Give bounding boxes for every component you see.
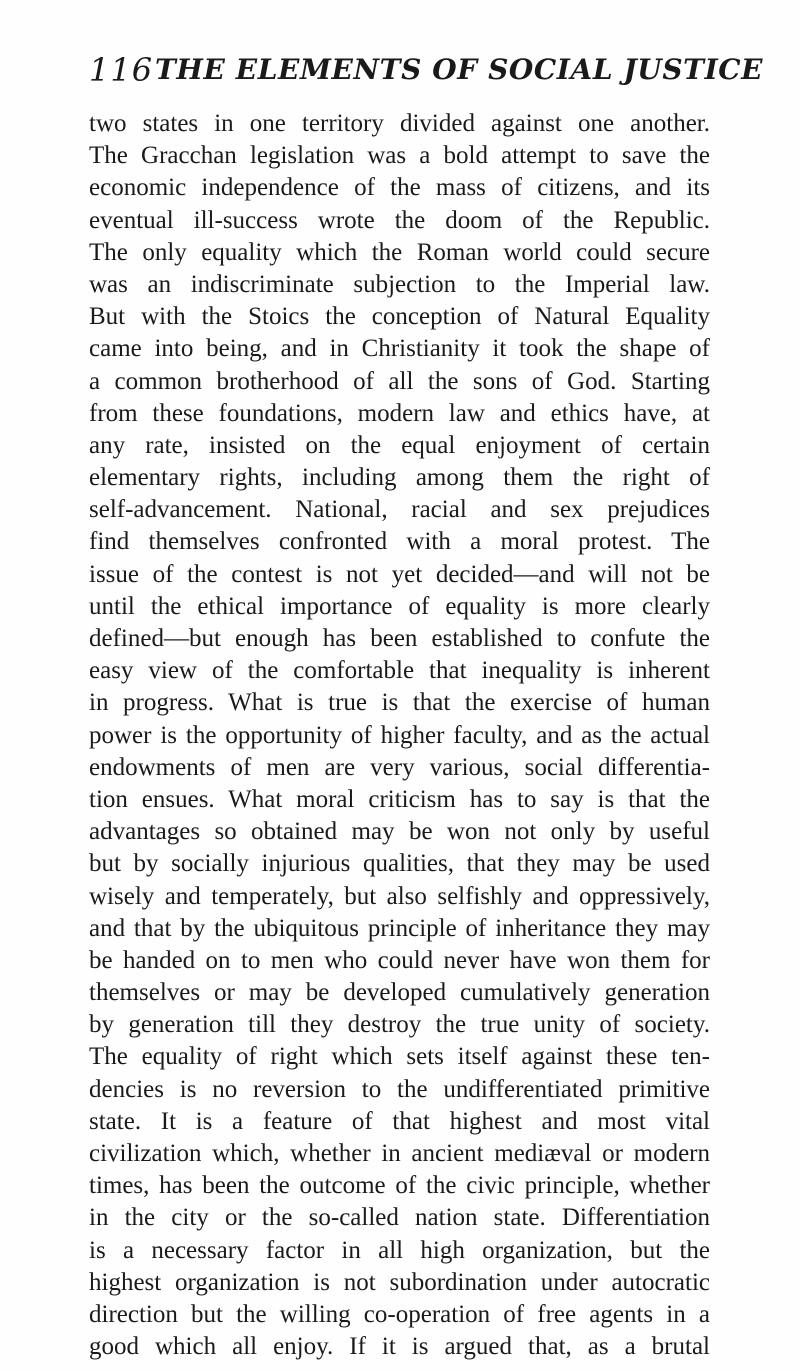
text-line: eventual ill-success wrote the doom of the Republic.: [89, 206, 710, 234]
text-line: be handed on to men who could never have won them for: [89, 946, 710, 974]
body-text: [89, 108, 710, 1363]
text-line: The only equality which the Roman world could secure: [89, 238, 710, 266]
page-number: 116: [89, 51, 154, 89]
text-line: economic independence of the mass of citizens, and its: [89, 174, 710, 202]
text-line: find themselves confronted with a moral protest. The: [89, 528, 710, 556]
text-line: The equality of right which sets itself against these ten-: [89, 1043, 710, 1071]
text-line: power is the opportunity of higher faculty, and as the actual: [89, 721, 710, 749]
text-line: dencies is no reversion to the undifferentiated primitive: [89, 1075, 710, 1103]
text-line: elementary rights, including among them the right of: [89, 464, 710, 492]
running-title: THE ELEMENTS OF SOCIAL JUSTICE: [155, 53, 764, 86]
text-line: until the ethical importance of equality is more clearly: [89, 592, 710, 620]
text-line: two states in one territory divided against one another.: [89, 110, 710, 137]
text-line: endowments of men are very various, social differentia-: [89, 753, 710, 781]
text-line: but by socially injurious qualities, that they may be used: [89, 850, 710, 878]
text-line: But with the Stoics the conception of Natural Equality: [89, 303, 710, 331]
text-line: came into being, and in Christianity it took the shape of: [89, 335, 710, 363]
text-line: times, has been the outcome of the civic principle, whether: [89, 1172, 710, 1200]
text-line: in progress. What is true is that the exercise of human: [89, 689, 710, 717]
text-line: easy view of the comfortable that inequality is inherent: [89, 657, 710, 685]
text-line: tion ensues. What moral criticism has to say is that the: [89, 785, 710, 813]
text-line: The Gracchan legislation was a bold attempt to save the: [89, 142, 710, 170]
text-line: advantages so obtained may be won not only by useful: [89, 818, 710, 846]
text-line: any rate, insisted on the equal enjoyment of certain: [89, 431, 710, 459]
text-line: was an indiscriminate subjection to the Imperial law.: [89, 270, 710, 298]
text-line: by generation till they destroy the true unity of society.: [89, 1011, 710, 1039]
text-line: and that by the ubiquitous principle of inheritance they may: [89, 914, 710, 942]
text-line: civilization which, whether in ancient mediæval or modern: [89, 1140, 710, 1167]
text-line: wisely and temperately, but also selfishly and oppressively,: [89, 882, 710, 910]
text-line: is a necessary factor in all high organization, but the: [89, 1236, 710, 1264]
text-line: highest organization is not subordination under autocratic: [89, 1268, 710, 1296]
text-line: from these foundations, modern law and ethics have, at: [89, 399, 710, 427]
text-line: in the city or the so-called nation state. Differentiation: [89, 1204, 710, 1232]
running-head: [89, 50, 764, 90]
text-line: direction but the willing co-operation of free agents in a: [89, 1300, 710, 1328]
text-line: self-advancement. National, racial and sex prejudices: [89, 496, 710, 524]
text-line: issue of the contest is not yet decided—and will not be: [89, 560, 710, 588]
text-line: defined—but enough has been established to confute the: [89, 625, 710, 652]
text-line: themselves or may be developed cumulatively generation: [89, 979, 710, 1007]
text-line: state. It is a feature of that highest and most vital: [89, 1107, 710, 1135]
text-line: a common brotherhood of all the sons of God. Starting: [89, 367, 710, 395]
text-line: good which all enjoy. If it is argued that, as a brutal: [89, 1333, 710, 1361]
